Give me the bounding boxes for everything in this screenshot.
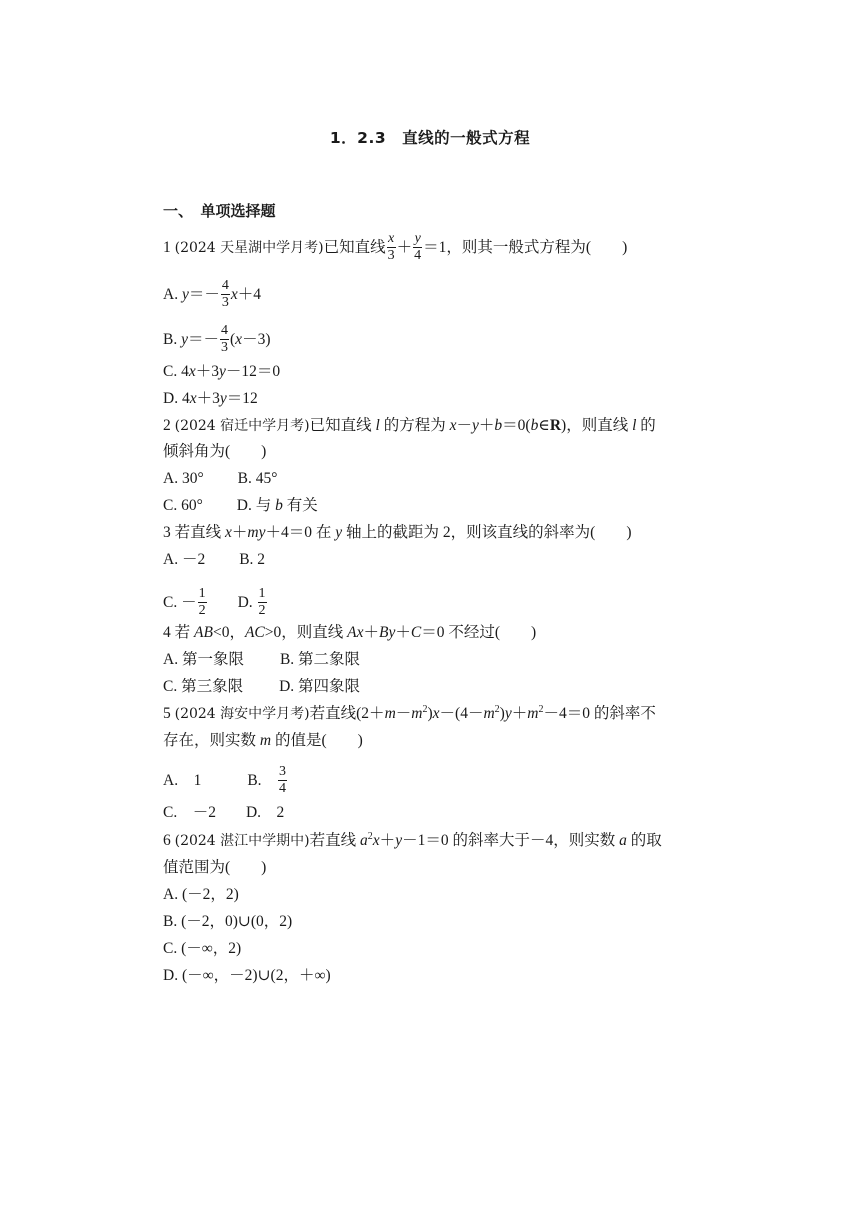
page-title: 1．2.3 直线的一般式方程 (329, 129, 531, 147)
question-6-stem-continued: 值范围为( ) (163, 859, 267, 876)
question-2-stem: 2 (2024 宿迁中学月考)已知直线 l 的方程为 x－y＋b＝0(b∈R)，则直线 l 的 (163, 417, 656, 434)
fraction: $\frac{1}{2}$ (258, 586, 266, 618)
fraction: $\frac{1}{2}$ (198, 586, 206, 618)
fraction: $\frac{4}{3}$ (221, 278, 229, 310)
question-1-option-d: D. 4x＋3y＝12 (163, 390, 258, 407)
question-2-options-cd: C. 60° D. 与 b 有关 (163, 497, 318, 514)
question-2-stem-continued: 倾斜角为( ) (163, 443, 267, 460)
question-3-stem: 3 若直线 x＋my＋4＝0 在 y 轴上的截距为 2，则该直线的斜率为( ) (163, 524, 632, 541)
section-heading: 一、 单项选择题 (163, 202, 276, 220)
question-5-stem: 5 (2024 海安中学月考)若直线$(2+m-m^2)x-(4-m^2)y+m^2-4=0$ 的斜率不 (163, 703, 656, 722)
question-6-option-b: B. (－2，0)∪(0，2) (163, 913, 293, 930)
question-6-option-a: A. (－2，2) (163, 886, 239, 903)
question-6-stem: 6 (2024 湛江中学期中)若直线 $a^2x+y-1=0$ 的斜率大于－4，则实数 a 的取 (163, 830, 662, 849)
fraction: $\frac{4}{3}$ (221, 323, 228, 355)
question-6-option-c: C. (－∞，2) (163, 940, 242, 957)
question-1-option-c: C. 4x＋3y－12＝0 (163, 363, 281, 380)
fraction: $\frac{x}{3}$ (387, 231, 395, 263)
question-4-options-cd: C. 第三象限 D. 第四象限 (163, 678, 361, 695)
question-3-options-ab: A. －2 B. 2 (163, 551, 266, 568)
question-1-stem: 1 (2024 天星湖中学月考)已知直线 $\frac{x}{3}$ ＋ $\frac{y}{4}$ ＝1，则其一般式方程为( ) (163, 231, 628, 263)
fraction: $\frac{y}{4}$ (414, 231, 422, 263)
question-6-option-d: D. (－∞，－2)∪(2，＋∞) (163, 967, 331, 984)
question-3-options-cd: C. － $\frac{1}{2}$ D. $\frac{1}{2}$ (163, 586, 266, 618)
question-2-options-ab: A. 30° B. 45° (163, 470, 278, 487)
question-4-stem: 4 若 AB<0，AC>0，则直线 Ax＋By＋C＝0 不经过( ) (163, 624, 537, 641)
fraction: $\frac{3}{4}$ (279, 764, 287, 796)
question-5-options-cd: C. －2 D. 2 (163, 804, 285, 821)
question-5-options-ab: A. 1 B. $\frac{3}{4}$ (163, 764, 287, 796)
question-4-options-ab: A. 第一象限 B. 第二象限 (163, 651, 361, 668)
question-1-option-a: A. y＝－ $\frac{4}{3}$ x＋4 (163, 278, 262, 310)
question-1-option-b: B. y＝－ $\frac{4}{3}$ (x－3) (163, 323, 271, 355)
question-5-stem-continued: 存在，则实数 m 的值是( ) (163, 732, 363, 749)
